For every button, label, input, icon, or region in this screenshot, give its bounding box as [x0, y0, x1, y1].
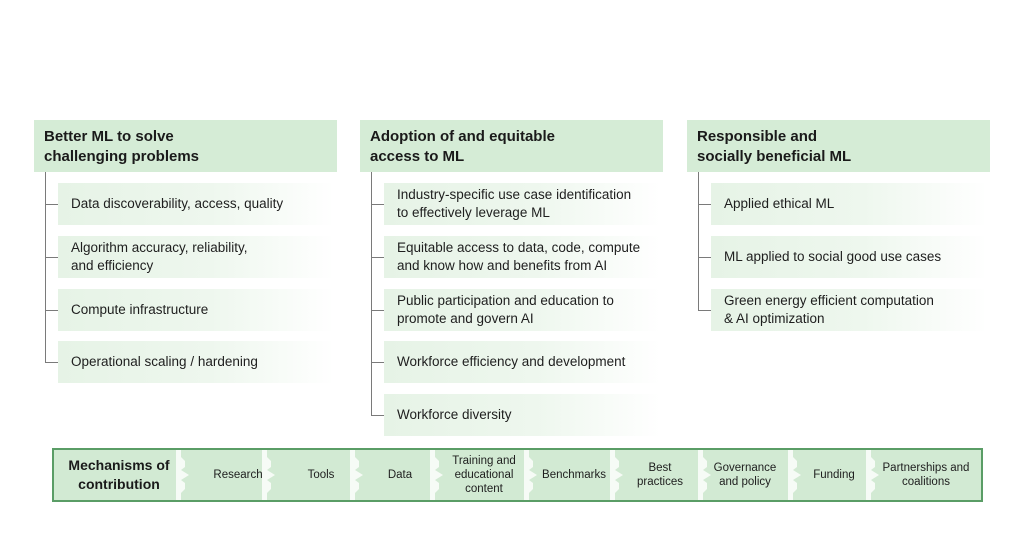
list-item: [58, 341, 334, 383]
mechanism-benchmarks: [532, 450, 616, 500]
column-header: [360, 120, 663, 172]
tree-connector: [371, 172, 372, 416]
mechanism-tools: [276, 450, 366, 500]
list-item: [384, 394, 660, 436]
list-item: [711, 183, 987, 225]
mechanism-text: Best: [648, 462, 672, 474]
mechanism-training-content: [444, 450, 524, 500]
item-text-line1: Operational scaling / hardening: [71, 354, 258, 369]
column-header: [687, 120, 990, 172]
column-title-line1: Adoption of and equitable: [370, 128, 555, 145]
item-text-line2: to effectively leverage ML: [397, 205, 550, 220]
column-header: [34, 120, 337, 172]
mechanism-text: Partnerships and: [882, 462, 970, 474]
list-item: [384, 289, 660, 331]
item-text-line2: and know how and benefits from AI: [397, 258, 608, 273]
tree-branch: [45, 257, 58, 258]
list-item: [384, 236, 660, 278]
mechanism-best-practices: [624, 450, 696, 500]
tree-branch: [371, 362, 384, 363]
item-text-line2: & AI optimization: [724, 311, 825, 326]
list-item: [711, 236, 987, 278]
tree-branch: [371, 415, 384, 416]
column-title-line1: Responsible and: [697, 128, 818, 145]
column-title-line2: challenging problems: [44, 148, 200, 165]
mechanism-text: coalitions: [902, 476, 950, 488]
mechanisms-label-line1: Mechanisms of: [68, 457, 170, 473]
list-item: [58, 183, 334, 225]
item-text-line1: Industry-specific use case identification: [397, 187, 632, 202]
item-text-line1: Data discoverability, access, quality: [71, 196, 284, 211]
item-text-line1: Algorithm accuracy, reliability,: [71, 240, 248, 255]
mechanism-governance-policy: [704, 450, 786, 500]
mechanism-text: Funding: [813, 469, 855, 481]
tree-branch: [698, 310, 711, 311]
item-text-line1: Workforce efficiency and development: [397, 354, 626, 369]
column-title-line1: Better ML to solve: [44, 128, 174, 145]
tree-branch: [45, 310, 58, 311]
tree-connector: [45, 172, 46, 363]
chevron-arrow-icon: [176, 450, 190, 500]
mechanism-text: and policy: [719, 476, 771, 488]
item-text-line1: Compute infrastructure: [71, 302, 209, 317]
mechanism-text: Governance: [713, 462, 777, 474]
mechanism-partnerships: [876, 450, 976, 500]
tree-branch: [698, 257, 711, 258]
mechanism-text: educational: [454, 469, 514, 481]
list-item: [384, 183, 660, 225]
tree-branch: [698, 204, 711, 205]
mechanism-text: Data: [387, 469, 413, 481]
mechanism-text: Training and: [452, 455, 516, 467]
item-text-line2: and efficiency: [71, 258, 154, 273]
mechanism-text: Tools: [307, 469, 335, 481]
item-text-line1: Green energy efficient computation: [724, 293, 934, 308]
tree-branch: [45, 362, 58, 363]
item-text-line1: Workforce diversity: [397, 407, 512, 422]
mechanism-research: [190, 450, 286, 500]
list-item: [58, 236, 334, 278]
list-item: [711, 289, 987, 331]
mechanism-funding: [800, 450, 868, 500]
column-title-line2: socially beneficial ML: [697, 148, 852, 165]
mechanism-text: practices: [636, 476, 684, 488]
column-title-line2: access to ML: [370, 148, 465, 165]
tree-branch: [45, 204, 58, 205]
mechanism-data: [364, 450, 436, 500]
item-text-line2: promote and govern AI: [397, 311, 534, 326]
list-item: [384, 341, 660, 383]
mechanisms-label-line2: contribution: [78, 476, 160, 492]
mechanism-text: Research: [213, 469, 263, 481]
mechanisms-label: [54, 450, 184, 500]
mechanisms-bar: [52, 448, 983, 502]
item-text-line1: ML applied to social good use cases: [724, 249, 942, 264]
mechanism-text: Benchmarks: [542, 469, 606, 481]
tree-branch: [371, 204, 384, 205]
item-text-line1: Applied ethical ML: [724, 196, 835, 211]
tree-connector: [698, 172, 699, 310]
tree-branch: [371, 310, 384, 311]
list-item: [58, 289, 334, 331]
item-text-line1: Equitable access to data, code, compute: [397, 240, 641, 255]
tree-branch: [371, 257, 384, 258]
item-text-line1: Public participation and education to: [397, 293, 614, 308]
mechanism-text: content: [465, 483, 503, 495]
